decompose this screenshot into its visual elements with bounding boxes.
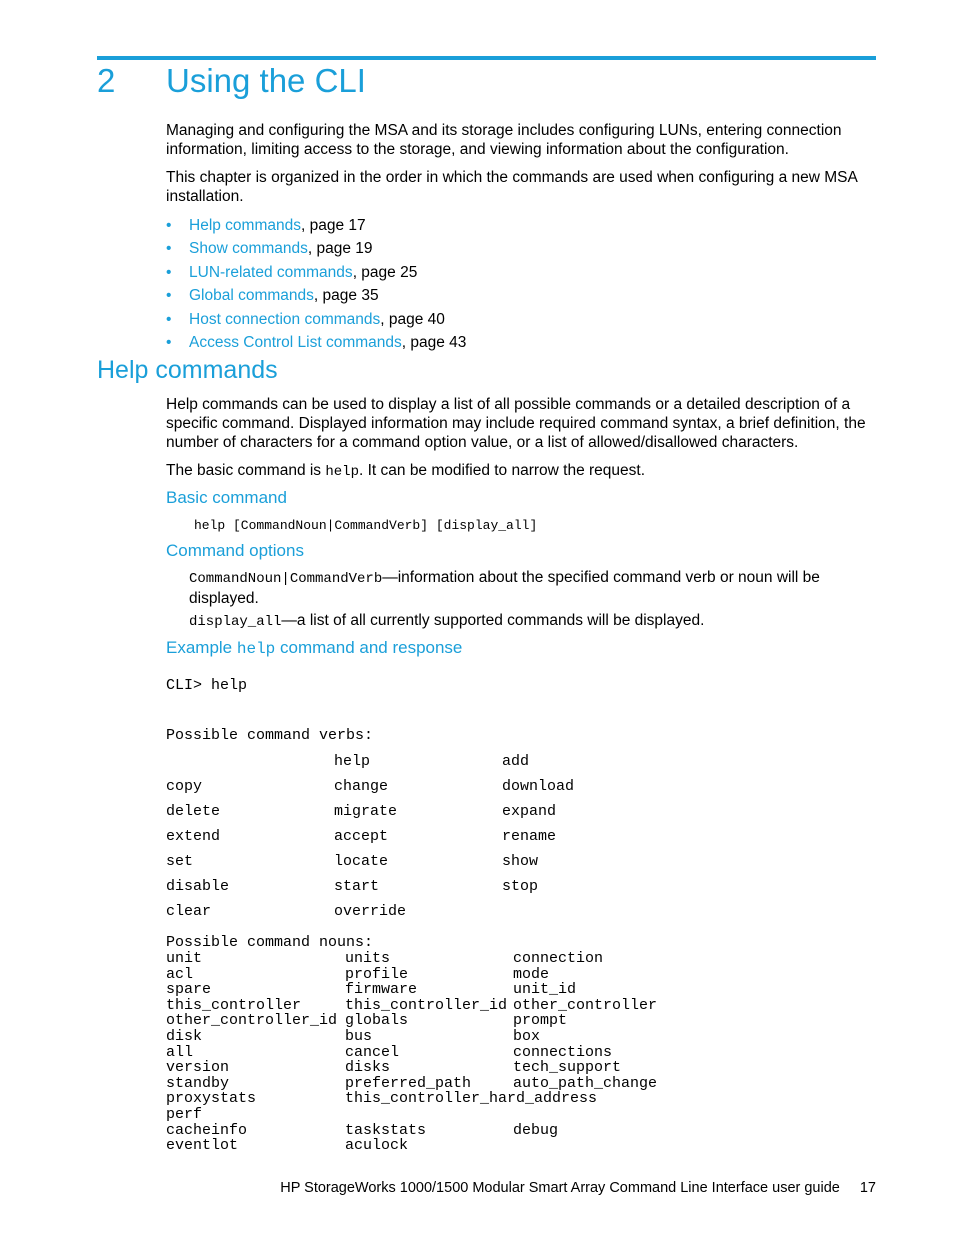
help-p2-code: help: [325, 464, 359, 480]
noun: this_controller_hard_address: [345, 1090, 598, 1108]
verb: stop: [502, 878, 539, 895]
option-text: —information about the specified command verb or noun will be displayed.: [189, 569, 820, 607]
verb: override: [334, 903, 407, 920]
example-heading-text: Example: [166, 638, 237, 657]
verbs-title: Possible command verbs:: [166, 727, 374, 744]
verb: set: [166, 853, 194, 870]
chapter-number: 2: [97, 62, 116, 99]
verbs-row: [166, 874, 666, 899]
noun: preferred_path: [345, 1074, 472, 1092]
chapter-rule: [97, 56, 876, 60]
option-text: —a list of all currently supported commands will be displayed.: [281, 612, 705, 629]
page-number: 17: [859, 1180, 876, 1196]
noun: this_controller: [166, 996, 302, 1014]
noun: connection: [513, 950, 604, 967]
noun: perf: [166, 1105, 203, 1123]
toc-item: [166, 331, 466, 354]
noun: prompt: [513, 1012, 568, 1030]
noun: acl: [166, 965, 194, 983]
verb: add: [502, 753, 530, 770]
noun: globals: [345, 1012, 409, 1030]
noun: all: [166, 1043, 194, 1061]
nouns-row: [166, 1091, 686, 1107]
nouns-table: [166, 951, 686, 1154]
bullet-icon: •: [166, 287, 172, 305]
noun: profile: [345, 965, 409, 983]
noun: version: [166, 1059, 230, 1077]
example-heading-code: help: [236, 640, 276, 658]
noun: cacheinfo: [166, 1121, 248, 1139]
noun: tech_support: [513, 1059, 622, 1077]
toc-item: [166, 308, 466, 331]
toc-item: [166, 214, 466, 237]
toc-link-global[interactable]: Global commands: [189, 287, 314, 305]
nouns-row: [166, 1045, 686, 1061]
verb: locate: [334, 853, 389, 870]
noun: spare: [166, 981, 212, 999]
nouns-title: Possible command nouns:: [166, 934, 374, 951]
intro-paragraph-2: This chapter is organized in the order in which the commands are used when configuring a new MSA installation.: [166, 169, 857, 205]
subheading-command-options: Command options: [166, 541, 304, 560]
noun: taskstats: [345, 1121, 427, 1139]
toc-item: [166, 261, 466, 284]
bullet-icon: •: [166, 333, 172, 351]
toc-item: [166, 284, 466, 307]
verb: expand: [502, 803, 557, 820]
bullet-icon: •: [166, 263, 172, 281]
intro-paragraph-1: Managing and configuring the MSA and its storage includes configuring LUNs, entering connection information, limiting access to the storage, and viewing information about the configuration.: [166, 122, 842, 158]
verbs-row: [166, 849, 666, 874]
help-p2-text: The basic command is: [166, 462, 326, 479]
option-display-all: [189, 611, 869, 632]
toc-item: [166, 237, 466, 260]
noun: debug: [513, 1121, 559, 1139]
verb: copy: [166, 778, 203, 795]
noun: this_controller_id: [345, 996, 508, 1014]
toc-page: , page 43: [401, 333, 467, 351]
noun: box: [513, 1027, 541, 1045]
noun: bus: [345, 1027, 373, 1045]
page-footer: [280, 1180, 876, 1196]
nouns-row: [166, 1138, 686, 1154]
noun: proxystats: [166, 1090, 257, 1108]
help-paragraph-1: Help commands can be used to display a list of all possible commands or a detailed description of a specific command. Displayed information may include required command syntax, a brief definition, the number of characters for a command option value, or a list of allowed/disallowed characters.: [166, 396, 866, 451]
verb: show: [502, 853, 539, 870]
toc-page: , page 17: [301, 217, 366, 234]
nouns-row: [166, 951, 686, 967]
toc-link-show[interactable]: Show commands: [189, 240, 308, 258]
option-commandnoun: [189, 568, 869, 608]
example-prompt: CLI> help: [166, 677, 248, 694]
basic-command-code: help [CommandNoun|CommandVerb] [display_all]: [194, 518, 538, 533]
verbs-row: [166, 824, 666, 849]
nouns-row: [166, 1013, 686, 1029]
chapter-toc: [166, 214, 466, 354]
verb: disable: [166, 878, 230, 895]
option-code: CommandNoun|CommandVerb: [189, 571, 383, 587]
toc-link-lun[interactable]: LUN-related commands: [189, 263, 353, 281]
noun: unit_id: [513, 981, 577, 999]
example-heading-text-end: command and response: [275, 638, 463, 657]
nouns-row: [166, 1123, 686, 1139]
verb: accept: [334, 828, 389, 845]
nouns-row: [166, 998, 686, 1014]
verbs-row: [166, 774, 666, 799]
chapter-title: Using the CLI: [166, 62, 366, 99]
bullet-icon: •: [166, 310, 172, 328]
verbs-row: [166, 749, 666, 774]
verb: start: [334, 878, 380, 895]
section-heading-help: Help commands: [97, 356, 278, 384]
noun: cancel: [345, 1043, 400, 1061]
verb: rename: [502, 828, 557, 845]
verb: clear: [166, 903, 212, 920]
nouns-row: [166, 967, 686, 983]
toc-link-acl[interactable]: Access Control List commands: [189, 333, 402, 351]
noun: other_controller_id: [166, 1012, 338, 1030]
nouns-row: [166, 1060, 686, 1076]
verb: download: [502, 778, 575, 795]
toc-page: , page 35: [313, 287, 379, 305]
toc-page: , page 40: [380, 310, 445, 328]
toc-link-host[interactable]: Host connection commands: [189, 310, 381, 328]
noun: units: [345, 950, 391, 967]
noun: eventlot: [166, 1137, 239, 1155]
noun: other_controller: [513, 996, 658, 1014]
toc-link-help[interactable]: Help commands: [189, 217, 301, 234]
help-paragraph-2: [166, 461, 866, 482]
subheading-basic-command: Basic command: [166, 488, 287, 507]
noun: standby: [166, 1074, 230, 1092]
verb: help: [334, 753, 371, 770]
noun: connections: [513, 1043, 613, 1061]
verb: extend: [166, 828, 221, 845]
noun: mode: [513, 965, 550, 983]
verbs-row: [166, 899, 666, 924]
verb: change: [334, 778, 389, 795]
toc-page: , page 25: [352, 263, 418, 281]
noun: firmware: [345, 981, 418, 999]
nouns-row: [166, 1107, 686, 1123]
verb: delete: [166, 803, 221, 820]
help-p2-text-end: . It can be modified to narrow the request.: [358, 462, 646, 479]
noun: auto_path_change: [513, 1074, 658, 1092]
noun: aculock: [345, 1137, 409, 1155]
footer-title: HP StorageWorks 1000/1500 Modular Smart Array Command Line Interface user guide: [280, 1180, 840, 1196]
bullet-icon: •: [166, 217, 172, 234]
noun: disk: [166, 1027, 203, 1045]
bullet-icon: •: [166, 240, 172, 258]
subheading-example: [166, 638, 462, 658]
toc-page: , page 19: [307, 240, 373, 258]
verbs-row: [166, 799, 666, 824]
verbs-table: [166, 749, 666, 924]
nouns-row: [166, 1029, 686, 1045]
noun: disks: [345, 1059, 391, 1077]
noun: unit: [166, 950, 203, 967]
nouns-row: [166, 1076, 686, 1092]
option-code: display_all: [189, 614, 282, 630]
verb: migrate: [334, 803, 398, 820]
nouns-row: [166, 982, 686, 998]
